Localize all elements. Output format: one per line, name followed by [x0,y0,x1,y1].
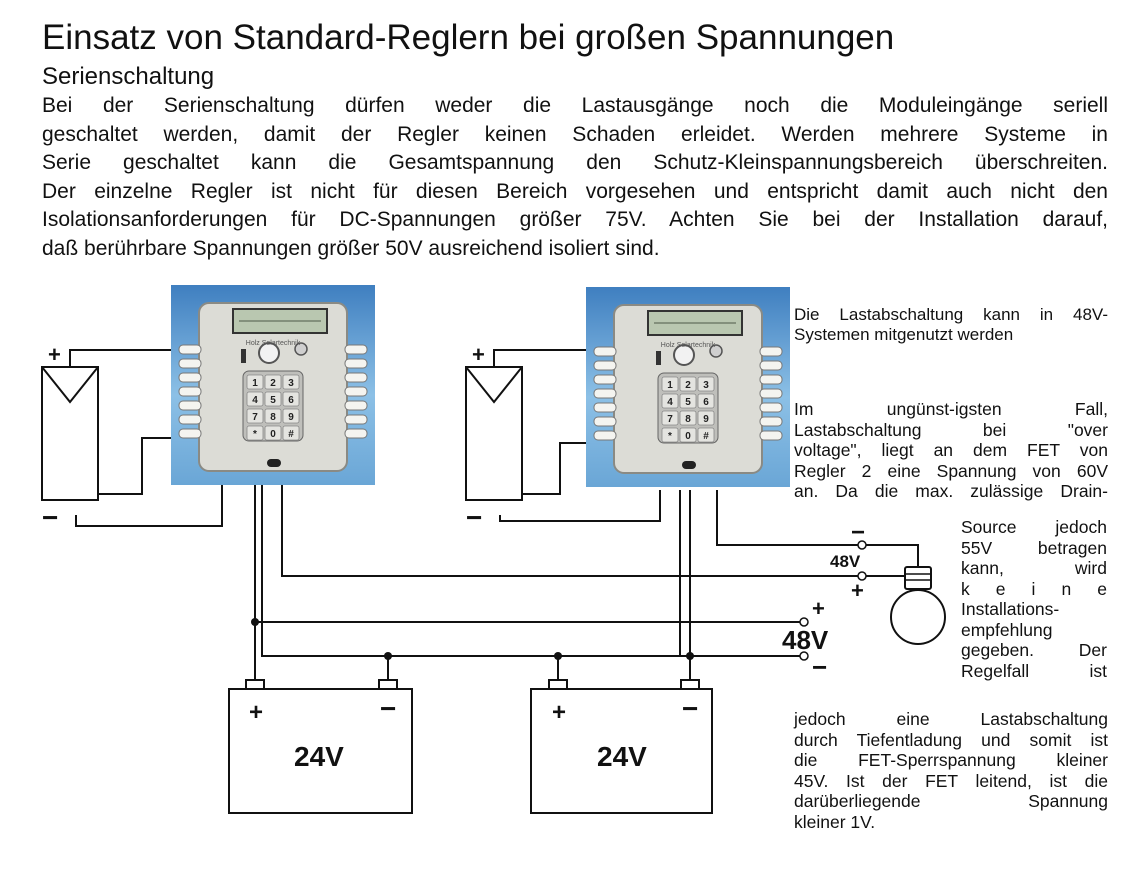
explanation-line: kann, wird [961,558,1107,578]
system-minus-label: − [812,652,828,682]
battery-2-plus-label: + [552,699,567,726]
explanation-line: jedoch eine Lastabschaltung [794,709,1108,729]
note-line: Die Lastabschaltung kann in 48V- [794,305,1108,324]
keypad-key: * [253,429,257,440]
module-2-minus-label: − [466,502,483,533]
lamp-voltage-label: 48V [830,552,861,571]
keypad-key: 7 [252,412,258,423]
controller-1 [171,285,375,485]
intro-line: Der einzelne Regler ist nicht für diesen Bereich vorgesehen und entspricht damit auch nicht den [42,179,1108,203]
lamp-plus-label: + [851,578,864,603]
battery-2-voltage-label: 24V [597,741,647,772]
note-line: Systemen mitgenutzt werden [794,325,1014,344]
keypad-key: 6 [703,397,709,408]
keypad-key: 5 [685,397,691,408]
explanation-line: Regler 2 eine Spannung von 60V [794,460,1108,481]
explanation-line: gegeben. Der [961,640,1107,660]
explanation-line: Lastabschaltung bei "over [794,419,1108,440]
explanation-line: kleiner 1V. [794,811,876,832]
keypad-key: # [703,431,709,442]
battery-1-voltage-label: 24V [294,741,344,772]
battery-1-plus-label: + [249,699,264,726]
system-voltage-label: 48V [782,625,829,655]
explanation-line: k e i n e [961,578,1107,599]
intro-line: Bei der Serienschaltung dürfen weder die Lastausgänge noch die Moduleingänge seriell [42,94,1108,117]
explanation-line: Im ungünst-igsten Fall, [794,399,1108,419]
keypad-key: 9 [703,414,709,425]
module-1-plus-label: + [48,342,61,367]
keypad-key: 1 [667,380,673,391]
light-bulb-icon [891,567,945,644]
solar-module-2 [466,367,522,500]
explanation-line: voltage", liegt an dem FET von [794,440,1108,460]
keypad-key: 8 [685,414,691,425]
keypad-key: * [668,431,672,442]
module-2-plus-label: + [472,342,485,367]
keypad-key: 9 [288,412,294,423]
explanation-line: empfehlung [961,619,1053,640]
solar-module-1 [42,367,98,500]
keypad-key: 2 [685,380,691,391]
battery-1-minus-label: − [380,693,397,724]
controller-brand-label: Holz Solartechnik [245,340,301,347]
controller-2 [586,287,790,487]
page-title: Einsatz von Standard-Reglern bei großen Spannungen [42,18,895,57]
intro-line: Serie geschaltet kann die Gesamtspannung den Schutz-Kleinspannungsbereich überschreiten. [42,151,1108,174]
system-plus-label: + [812,596,825,621]
keypad-key: 4 [252,395,258,406]
keypad-key: 3 [703,380,709,391]
controller-brand-label: Holz Solartechnik [660,342,716,349]
explanation-line: darüberliegende Spannung [794,791,1108,811]
intro-line: daß berührbare Spannungen größer 50V ausreichend isoliert sind. [42,236,660,260]
keypad-key: 7 [667,414,673,425]
keypad-key: # [288,429,294,440]
explanation-line: durch Tiefentladung und somit ist [794,729,1108,750]
keypad-key: 8 [270,412,276,423]
keypad-key: 0 [685,431,691,442]
explanation-line: Source jedoch [961,517,1107,537]
intro-line: Isolationsanforderungen für DC-Spannungen größer 75V. Achten Sie bei der Installation darauf, [42,208,1108,231]
battery-2-minus-label: − [682,693,699,724]
lamp-minus-label: − [851,519,866,546]
keypad-key: 3 [288,378,294,389]
intro-line: geschaltet werden, damit der Regler keinen Schaden erleidet. Werden mehrere Systeme in [42,122,1108,146]
explanation-line: die FET-Sperrspannung kleiner [794,750,1108,770]
wire-junctions [251,618,694,660]
explanation-line: 45V. Ist der FET leitend, ist die [794,770,1108,791]
keypad-key: 1 [252,378,258,389]
keypad-key: 2 [270,378,276,389]
keypad-key: 5 [270,395,276,406]
keypad-key: 4 [667,397,673,408]
explanation-line: 55V betragen [961,537,1107,558]
keypad-key: 6 [288,395,294,406]
keypad-key: 0 [270,429,276,440]
page-subtitle: Serienschaltung [42,63,215,90]
explanation-line: Regelfall ist [961,660,1107,681]
module-1-minus-label: − [42,502,59,533]
explanation-line: an. Da die max. zulässige Drain- [794,481,1108,501]
explanation-line: Installations- [961,599,1060,619]
